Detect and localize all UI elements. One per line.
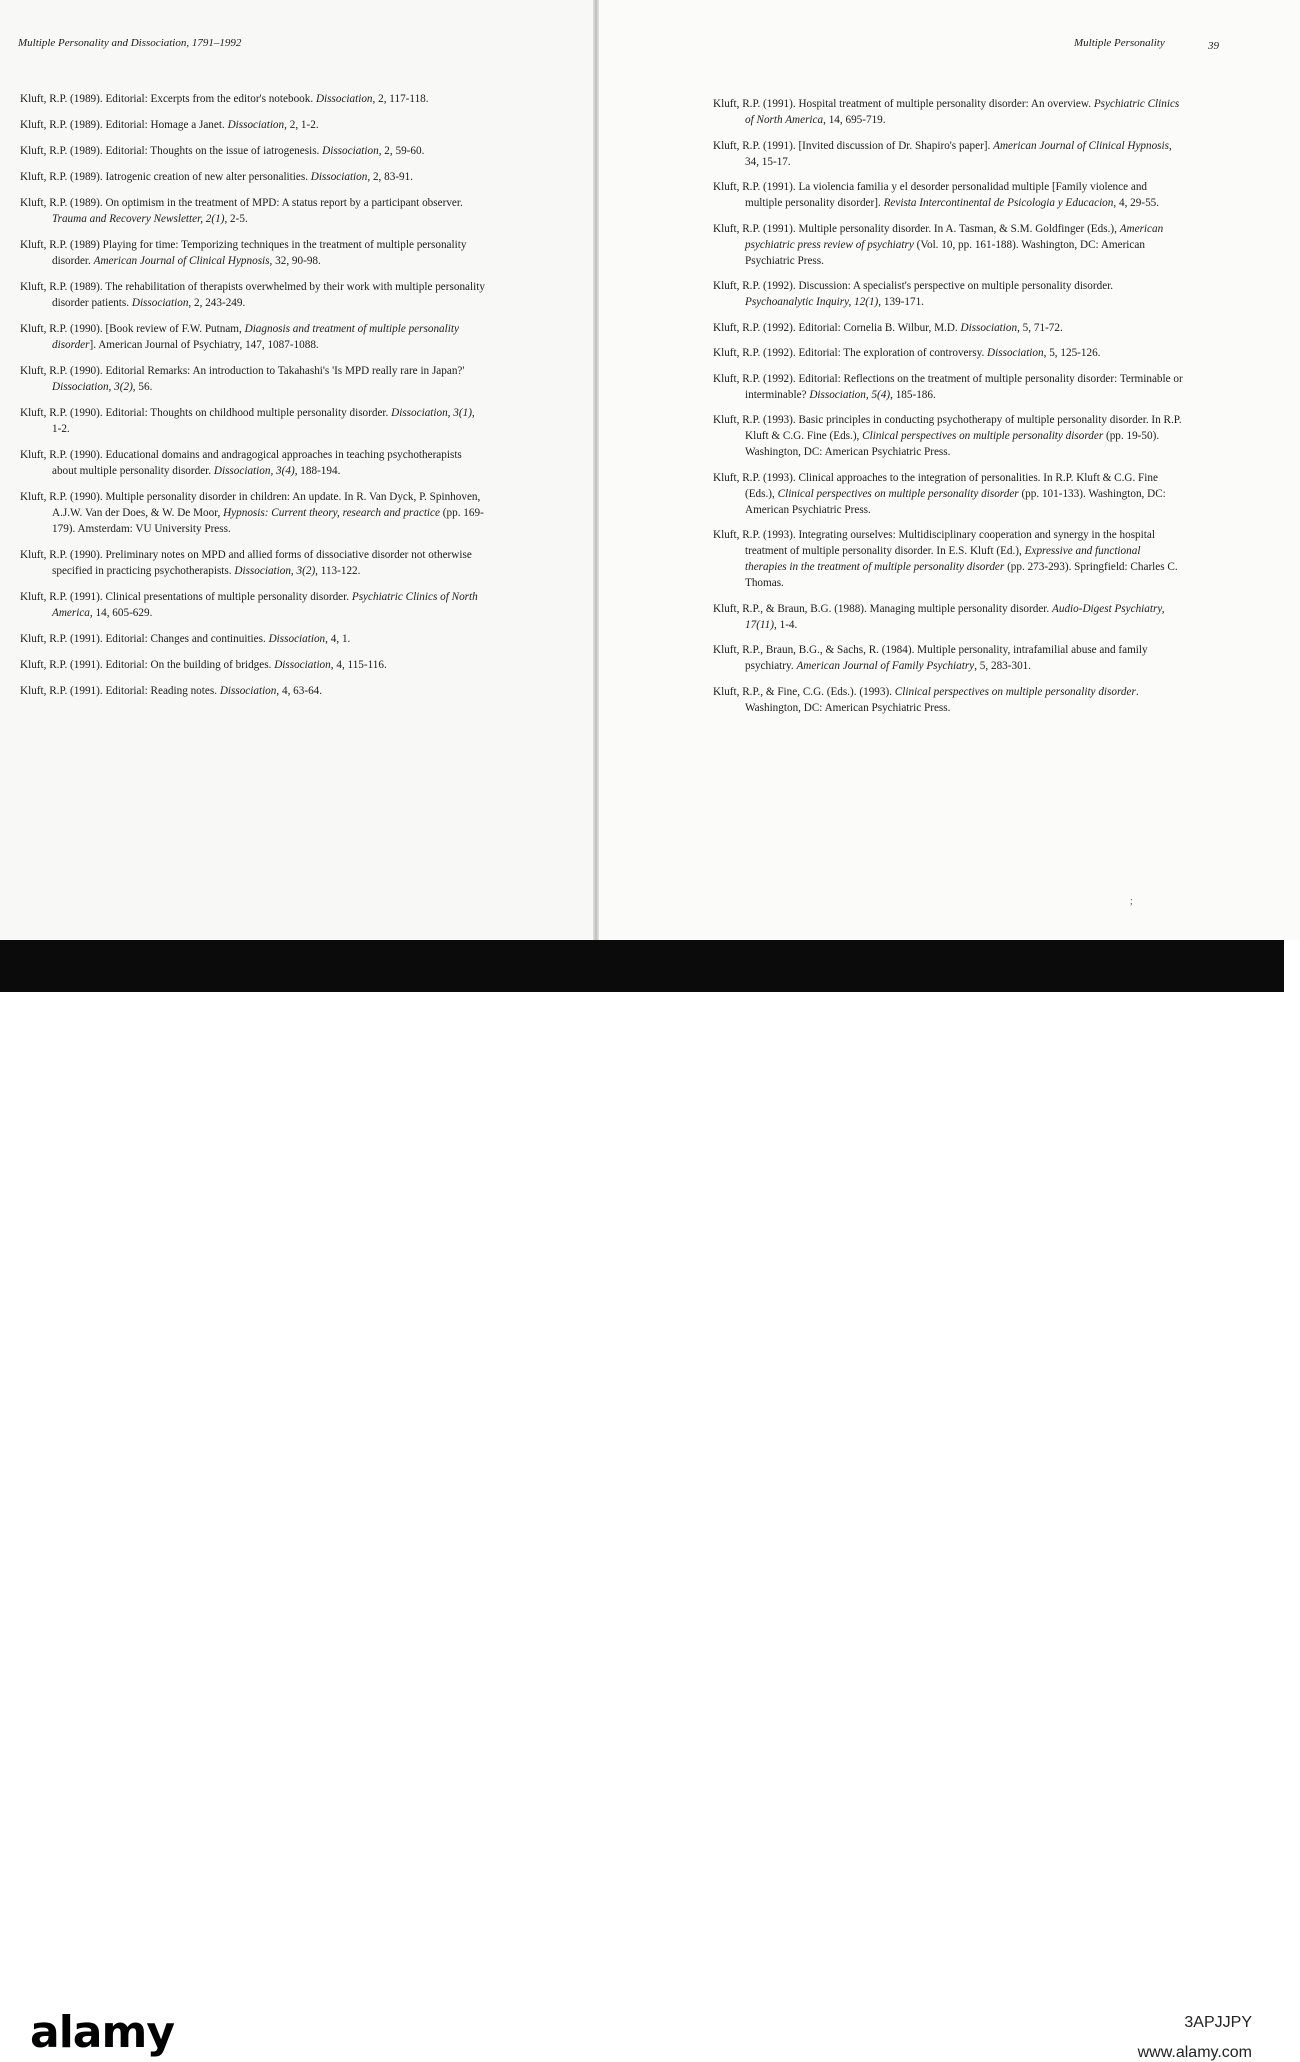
reference-entry	[20, 143, 485, 159]
right-page	[596, 0, 1300, 940]
reference-source: Diagnosis and treatment of multiple personality disorder	[52, 323, 459, 351]
reference-source: Clinical perspectives on multiple personality disorder	[894, 685, 1136, 698]
reference-text: Kluft, R.P. (1989). The rehabilitation of therapists overwhelmed by their work with multiple personality disorder patients.	[20, 281, 485, 309]
reference-source: Dissociation	[960, 321, 1018, 334]
reference-details: , 1-4.	[774, 618, 798, 631]
reference-entry	[20, 363, 485, 395]
reference-source: American psychiatric press review of psychiatry	[745, 222, 1164, 251]
reference-source: Dissociation	[315, 93, 373, 105]
site-url: www.alamy.com	[1137, 2044, 1252, 2061]
reference-entry	[20, 405, 485, 437]
reference-details: , 2, 243-249.	[188, 297, 246, 309]
reference-text: Kluft, R.P. (1993). Basic principles in conducting psychotherapy of multiple personality disorder. In R.P. Kluft & C.G. Fine (Eds.),	[713, 414, 1182, 442]
reference-text: Kluft, R.P. (1991). Clinical presentations of multiple personality disorder.	[20, 591, 352, 603]
reference-details: , 2, 83-91.	[367, 171, 414, 183]
reference-entry	[20, 169, 485, 185]
reference-entry	[20, 91, 485, 107]
reference-source: Psychoanalytic Inquiry, 12(1)	[745, 296, 879, 308]
reference-source: Dissociation, 3(4)	[213, 465, 295, 477]
reference-details: , 56.	[132, 381, 153, 393]
reference-source: Clinical perspectives on multiple personality disorder	[862, 430, 1104, 442]
reference-entry	[713, 138, 1183, 170]
reference-details: , 139-171.	[878, 296, 924, 308]
reference-source: Revista Intercontinental de Psicologia y Educacion	[883, 197, 1114, 209]
reference-entry	[713, 642, 1183, 674]
reference-details: , 2-5.	[224, 213, 248, 225]
reference-text: Kluft, R.P. (1989). Editorial: Excerpts from the editor's notebook.	[20, 93, 316, 105]
reference-details: (Vol. 10, pp. 161-188). Washington, DC: American Psychiatric Press.	[745, 238, 1145, 267]
reference-details: , 14, 605-629.	[89, 607, 153, 619]
reference-entry	[713, 412, 1183, 460]
reference-source: Dissociation, 3(2)	[234, 565, 316, 577]
reference-text: Kluft, R.P. (1990). Preliminary notes on MPD and allied forms of dissociative disorder not otherwise specified in practicing psychotherapists.	[20, 549, 472, 577]
reference-details: , 4, 115-116.	[330, 659, 387, 671]
reference-details: , 113-122.	[315, 565, 361, 577]
page-number: 39	[1208, 40, 1219, 52]
reference-entry	[20, 195, 485, 227]
reference-text: Kluft, R.P. (1991). [Invited discussion of Dr. Shapiro's paper].	[713, 139, 994, 152]
reference-source: Dissociation	[268, 633, 326, 645]
reference-text: Kluft, R.P. (1993). Clinical approaches to the integration of personalities. In R.P. Kluft & C.G. Fine (Eds.),	[713, 471, 1158, 500]
reference-text: Kluft, R.P., & Fine, C.G. (Eds.). (1993).	[713, 685, 895, 698]
reference-entry	[713, 601, 1183, 633]
reference-details: , 188-194.	[294, 465, 341, 477]
reference-text: Kluft, R.P. (1990). Educational domains and andragogical approaches in teaching psychotherapists about multiple personality disorder.	[20, 449, 462, 477]
reference-entry	[713, 470, 1183, 518]
reference-source: Dissociation	[322, 145, 379, 157]
reference-entry	[713, 527, 1183, 591]
reference-details: , 2, 59-60.	[378, 145, 425, 157]
running-head-right: Multiple Personality	[1074, 37, 1165, 49]
reference-entry	[713, 96, 1183, 128]
reference-details: (pp. 169- 179). Amsterdam: VU University Press.	[52, 507, 484, 535]
reference-text: Kluft, R.P., & Braun, B.G. (1988). Managing multiple personality disorder.	[713, 602, 1053, 615]
reference-entry	[20, 237, 485, 269]
reference-details: , 2, 1-2.	[284, 119, 319, 131]
reference-entry	[713, 278, 1183, 310]
reference-entry	[20, 117, 485, 133]
reference-entry	[20, 589, 485, 621]
watermark-bar	[0, 992, 1300, 2061]
reference-details: (pp. 273-293). Springfield: Charles C. Thomas.	[745, 561, 1178, 589]
reference-details: , 34, 15-17.	[745, 139, 1172, 168]
reference-entry	[713, 371, 1183, 403]
reference-text: Kluft, R.P. (1991). Hospital treatment of multiple personality disorder: An overview.	[713, 98, 1094, 110]
reference-source: Audio-Digest Psychiatry, 17(11)	[745, 602, 1165, 631]
reference-entry	[20, 683, 485, 699]
running-head-left: Multiple Personality and Dissociation, 1791–1992	[18, 37, 242, 49]
reference-source: Dissociation	[274, 659, 331, 671]
reference-source: Dissociation	[227, 119, 285, 131]
scan-shadow-band	[0, 940, 1284, 992]
reference-entry	[20, 447, 485, 479]
reference-details: , 5, 71-72.	[1017, 321, 1063, 334]
reference-details: , 5, 283-301.	[974, 660, 1032, 672]
reference-text: Kluft, R.P. (1992). Discussion: A specialist's perspective on multiple personality disorder.	[713, 280, 1114, 292]
reference-source: Dissociation, 5(4)	[809, 388, 891, 401]
alamy-logo: alamy	[30, 2007, 174, 2058]
reference-details: , 185-186.	[890, 388, 936, 401]
reference-text: Kluft, R.P. (1991). Editorial: Reading notes.	[20, 685, 220, 697]
reference-text: Kluft, R.P. (1990). Multiple personality disorder in children: An update. In R. Van Dyck, P. Spinhoven, A.J.W. Van der Does, & W. De Moor,	[20, 491, 481, 519]
reference-entry	[713, 684, 1183, 716]
book-spread	[0, 0, 1300, 940]
reference-source: Dissociation	[131, 297, 189, 309]
reference-source: Dissociation, 3(2)	[52, 381, 133, 393]
reference-entry	[713, 221, 1183, 269]
reference-details: , 32, 90-98.	[269, 255, 321, 267]
reference-entry	[713, 345, 1183, 361]
reference-text: Kluft, R.P. (1989). Editorial: Homage a Janet.	[20, 119, 228, 131]
reference-source: Expressive and functional therapies in the treatment of multiple personality disorder	[745, 545, 1141, 573]
image-id: 3APJJPY	[1184, 2014, 1252, 2031]
reference-source: American Journal of Clinical Hypnosis	[93, 255, 270, 267]
reference-details: . Washington, DC: American Psychiatric Press.	[745, 685, 1139, 714]
reference-entry	[20, 321, 485, 353]
reference-details: , 4, 1.	[325, 633, 351, 645]
reference-source: American Journal of Family Psychiatry	[796, 660, 975, 672]
reference-text: Kluft, R.P. (1992). Editorial: Reflections on the treatment of multiple personality disorder: Terminable or interminable?	[713, 372, 1183, 401]
left-page	[0, 0, 596, 940]
reference-source: Trauma and Recovery Newsletter, 2(1)	[52, 213, 225, 225]
reference-text: Kluft, R.P. (1989) Playing for time: Temporizing techniques in the treatment of multiple personality disorder.	[20, 239, 467, 267]
reference-text: Kluft, R.P. (1991). Editorial: Changes and continuities.	[20, 633, 269, 645]
reference-details: ]. American Journal of Psychiatry, 147, 1087-1088.	[89, 339, 319, 351]
reference-source: Dissociation	[987, 347, 1044, 359]
reference-details: , 4, 63-64.	[276, 685, 323, 697]
reference-text: Kluft, R.P. (1989). On optimism in the treatment of MPD: A status report by a participant observer.	[20, 197, 463, 209]
reference-entry	[20, 631, 485, 647]
reference-source: Psychiatric Clinics of North America	[52, 591, 478, 619]
reference-entry	[20, 657, 485, 673]
reference-text: Kluft, R.P. (1991). La violencia familia y el desorder personalidad multiple [Family violence and multiple personality disorder].	[713, 181, 1148, 209]
reference-entry	[713, 320, 1183, 336]
reference-text: Kluft, R.P. (1993). Integrating ourselves: Multidisciplinary cooperation and synergy in the hospital treatment of multiple personality disorder. In E.S. Kluft (Ed.),	[713, 529, 1155, 557]
reference-details: , 2, 117-118.	[372, 93, 429, 105]
reference-text: Kluft, R.P. (1990). [Book review of F.W. Putnam,	[20, 323, 245, 335]
stray-mark: ;	[1130, 896, 1133, 907]
reference-source: Hypnosis: Current theory, research and practice	[223, 507, 440, 519]
reference-list-left	[20, 91, 485, 709]
reference-text: Kluft, R.P. (1989). Editorial: Thoughts on the issue of iatrogenesis.	[20, 145, 323, 157]
reference-entry	[20, 547, 485, 579]
reference-details: (pp. 101-133). Washington, DC: American Psychiatric Press.	[745, 487, 1166, 516]
reference-text: Kluft, R.P. (1991). Editorial: On the building of bridges.	[20, 659, 275, 671]
reference-source: Dissociation	[219, 685, 277, 697]
reference-text: Kluft, R.P. (1989). Iatrogenic creation of new alter personalities.	[20, 171, 311, 183]
reference-source: Dissociation	[310, 171, 368, 183]
reference-details: , 1-2.	[52, 407, 475, 435]
reference-text: Kluft, R.P. (1991). Multiple personality disorder. In A. Tasman, & S.M. Goldfinger (Eds.),	[713, 222, 1120, 235]
reference-source: Clinical perspectives on multiple personality disorder	[777, 487, 1019, 500]
reference-source: Psychiatric Clinics of North America	[745, 98, 1180, 126]
reference-entry	[20, 279, 485, 311]
reference-text: Kluft, R.P. (1990). Editorial: Thoughts on childhood multiple personality disorder.	[20, 407, 392, 419]
reference-text: Kluft, R.P., Braun, B.G., & Sachs, R. (1984). Multiple personality, intrafamilial abuse and family psychiatry.	[713, 644, 1148, 672]
reference-details: (pp. 19-50). Washington, DC: American Psychiatric Press.	[745, 430, 1160, 458]
reference-details: , 14, 695-719.	[823, 114, 886, 126]
reference-source: Dissociation, 3(1)	[391, 407, 472, 419]
reference-text: Kluft, R.P. (1992). Editorial: Cornelia B. Wilbur, M.D.	[713, 321, 961, 334]
reference-text: Kluft, R.P. (1992). Editorial: The exploration of controversy.	[713, 347, 988, 359]
book-gutter	[593, 0, 599, 940]
reference-entry	[713, 179, 1183, 211]
reference-entry	[20, 489, 485, 537]
reference-text: Kluft, R.P. (1990). Editorial Remarks: An introduction to Takahashi's 'Is MPD really rare in Japan?'	[20, 365, 465, 377]
reference-list-right	[713, 96, 1183, 725]
reference-source: American Journal of Clinical Hypnosis	[993, 139, 1170, 152]
reference-details: , 5, 125-126.	[1043, 347, 1101, 359]
reference-details: , 4, 29-55.	[1113, 197, 1160, 209]
